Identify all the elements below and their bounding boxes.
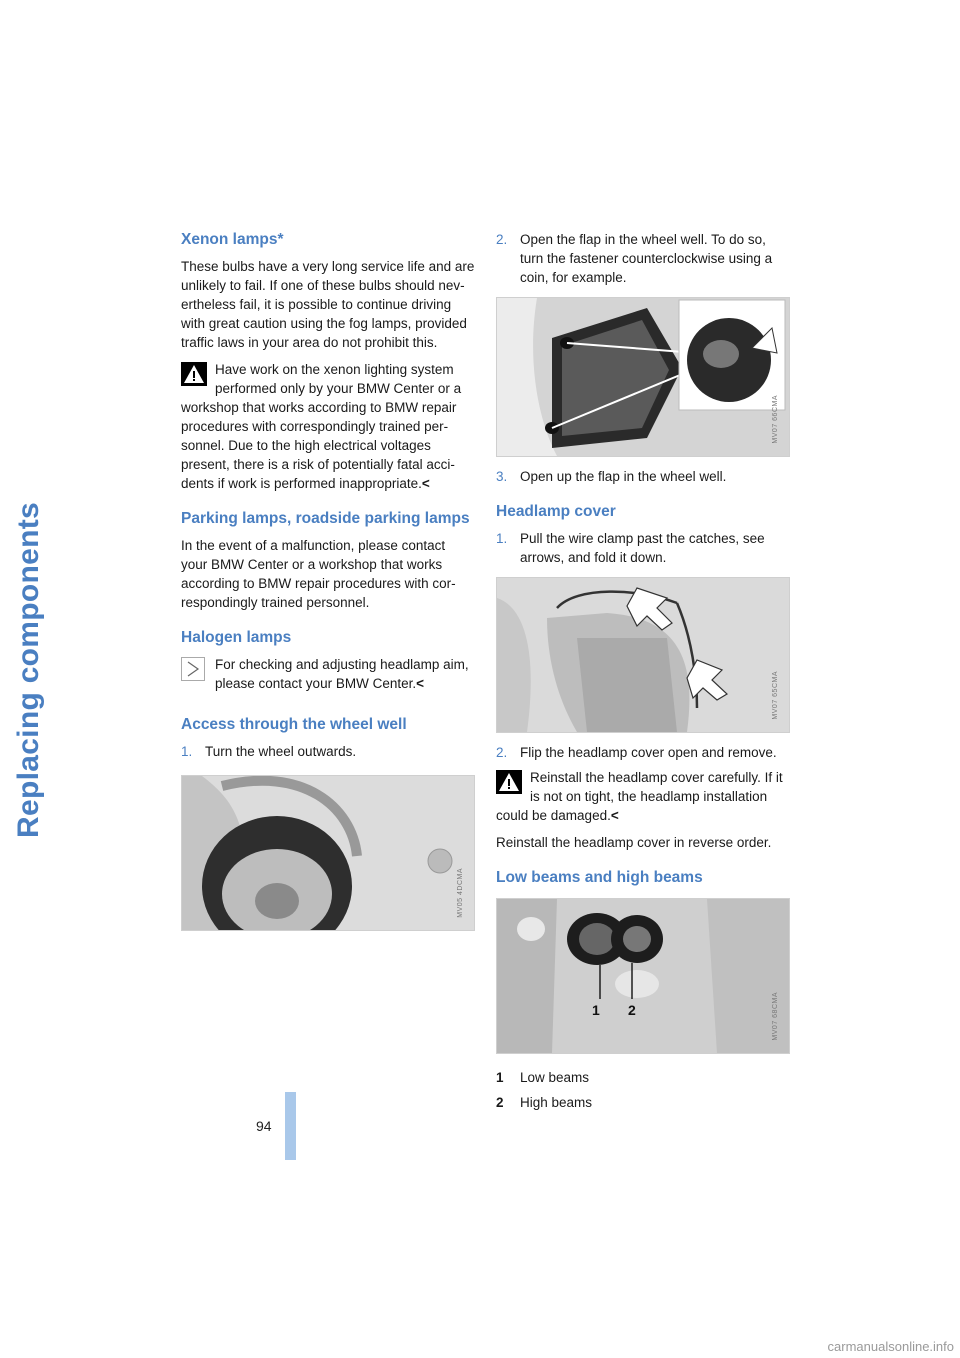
- headlamp-cover-illustration: [496, 577, 790, 733]
- parking-body: In the event of a malfunction, please contact your BMW Center or a workshop that works according to BMW repair procedures with cor-respondingly trained personnel.: [181, 538, 456, 610]
- access-step-2: [496, 230, 792, 287]
- beams-heading: Low beams and high beams: [496, 869, 703, 886]
- legend-item: [496, 1068, 792, 1087]
- warning-icon: [496, 770, 522, 794]
- page-number: 94: [256, 1118, 272, 1134]
- xenon-body: These bulbs have a very long service life and are unlikely to fail. If one of these bulbs should nev-ertheless fail, it is possible to continue driving with great caution using the fog lamps, provided traffic laws in your area do not prohibit this.: [181, 259, 475, 350]
- cover-warning: [496, 768, 792, 825]
- wheel-well-illustration: [181, 775, 475, 931]
- end-mark: <: [416, 676, 424, 691]
- cover-warning-text: Reinstall the headlamp cover carefully. If it is not on tight, the headlamp installation could be damaged.: [496, 770, 783, 823]
- xenon-heading: Xenon lamps*: [181, 231, 284, 248]
- step-number: 2.: [496, 232, 508, 247]
- step-number: 1.: [496, 531, 508, 546]
- callout-2: 2: [628, 1002, 636, 1018]
- cover-body: Reinstall the headlamp cover in reverse order.: [496, 835, 772, 850]
- legend-text: Low beams: [520, 1070, 590, 1085]
- step-number: 2.: [496, 745, 508, 760]
- halogen-note-text: For checking and adjusting headlamp aim, please contact your BMW Center.: [215, 657, 469, 691]
- figure-code: MV07 68CMA: [772, 992, 779, 1041]
- callout-1: 1: [592, 1002, 600, 1018]
- step-text: Open the flap in the wheel well. To do so, turn the fastener counterclockwise using a coin, for example.: [520, 232, 773, 285]
- step-number: 3.: [496, 469, 508, 484]
- legend-item: [496, 1093, 792, 1112]
- cover-step-1: [496, 529, 792, 567]
- left-column: [181, 230, 475, 931]
- wheel-well-flap-illustration: [496, 297, 790, 457]
- end-mark: <: [610, 808, 619, 823]
- halogen-note: [181, 655, 475, 693]
- beams-legend: [496, 1068, 792, 1112]
- xenon-warning: [181, 360, 475, 493]
- legend-number: 2: [496, 1095, 504, 1110]
- figure-code: MV07 65CMA: [772, 671, 779, 720]
- legend-number: 1: [496, 1070, 504, 1085]
- note-icon: [181, 657, 205, 681]
- step-text: Flip the headlamp cover open and remove.: [520, 745, 777, 760]
- xenon-warning-text: Have work on the xenon lighting system performed only by your BMW Center or a workshop that works according to BMW repair procedures with correspondingly trained per-sonnel. Due to the high electrical voltages present, there is a risk of potentially fatal acci-dents if work is performed inappropriate.: [181, 362, 462, 491]
- step-text: Pull the wire clamp past the catches, see arrows, and fold it down.: [520, 531, 765, 565]
- side-section-title: Replacing components: [12, 501, 45, 838]
- page-marker-bar: [285, 1092, 296, 1160]
- access-heading: Access through the wheel well: [181, 716, 407, 733]
- step-text: Open up the flap in the wheel well.: [520, 469, 727, 484]
- figure-code: MV07 66CMA: [772, 395, 779, 444]
- access-step-1: [181, 742, 475, 761]
- access-step-3: [496, 467, 792, 486]
- cover-step-2: [496, 743, 792, 762]
- end-mark: <: [421, 476, 430, 491]
- cover-heading: Headlamp cover: [496, 503, 616, 520]
- step-number: 1.: [181, 744, 193, 759]
- figure-code: MV05 4DCMA: [457, 868, 464, 918]
- halogen-heading: Halogen lamps: [181, 629, 292, 646]
- headlamp-bulbs-illustration: [496, 898, 790, 1054]
- legend-text: High beams: [520, 1095, 593, 1110]
- warning-icon: [181, 362, 207, 386]
- step-text: Turn the wheel outwards.: [205, 744, 357, 759]
- watermark: carmanualsonline.info: [827, 1339, 954, 1354]
- right-column: [496, 230, 792, 1118]
- parking-heading: Parking lamps, roadside parking lamps: [181, 510, 470, 527]
